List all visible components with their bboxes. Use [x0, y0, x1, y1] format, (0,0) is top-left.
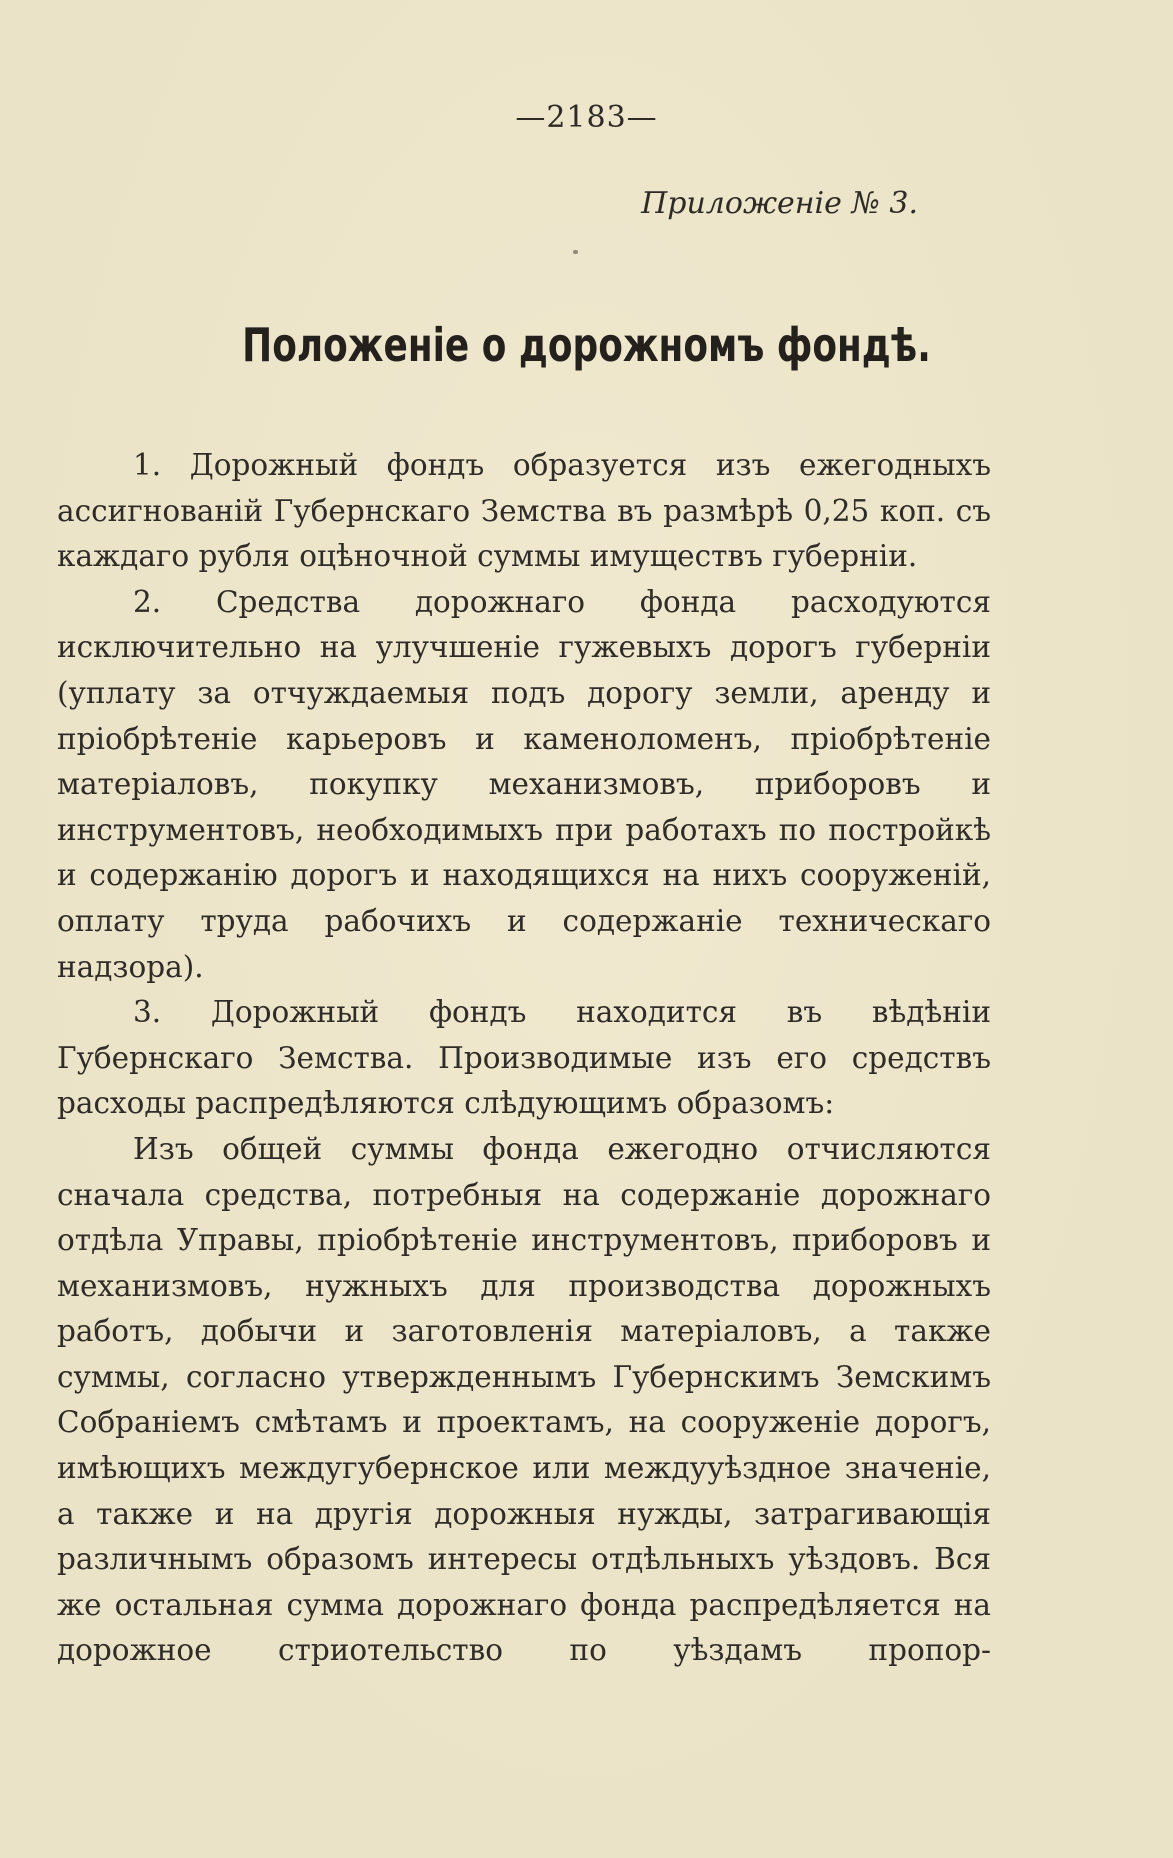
paragraph-4: Изъ общей суммы фонда ежегодно отчисляются сначала средства, потребныя на содержаніе дорожнаго отдѣла Управы, пріобрѣтеніе инструментовъ, приборовъ и механизмовъ, нужныхъ для производства дорожныхъ работъ, добычи и заготовленія матеріаловъ, а также суммы, согласно утвержденнымъ Губернскимъ Земскимъ Собраніемъ смѣтамъ и проектамъ, на сооруженіе дорогъ, имѣющихъ междугубернское или междууѣздное значеніе, а также и на другія дорожныя нужды, затрагивающія различнымъ образомъ интересы отдѣльныхъ уѣздовъ. Вся же остальная сумма дорожнаго фонда распредѣляется на дорожное стриотельство по уѣздамъ пропор- — [57, 1131, 991, 1668]
paragraph-1: 1. Дорожный фондъ образуется изъ ежегодныхъ ассигнованій Губернскаго Земства въ размѣрѣ 0,25 коп. съ каждаго рубля оцѣночной суммы имуществъ губерніи. — [57, 448, 991, 574]
paragraph-3: 3. Дорожный фондъ находится въ вѣдѣніи Губернскаго Земства. Производимые изъ его средствъ расходы распредѣляются слѣдующимъ образомъ: — [57, 995, 991, 1121]
document-title: Положеніе о дорожномъ фондѣ. — [242, 318, 931, 372]
paragraph-2: 2. Средства дорожнаго фонда расходуются исключительно на улучшеніе гужевыхъ дорогъ губерніи (уплату за отчуждаемыя подъ дорогу земли, аренду и пріобрѣтеніе карьеровъ и каменоломенъ, пріобрѣтеніе матеріаловъ, покупку механизмовъ, приборовъ и инструментовъ, необходимыхъ при работахъ по постройкѣ и содержанію дорогъ и находящихся на нихъ сооруженій, оплату труда рабочихъ и содержаніе техническаго надзора). — [57, 584, 991, 984]
body-text — [57, 443, 991, 1674]
page-number: —2183— — [515, 100, 658, 135]
appendix-label: Приложеніе № 3. — [641, 186, 918, 221]
ink-speck — [573, 250, 578, 254]
